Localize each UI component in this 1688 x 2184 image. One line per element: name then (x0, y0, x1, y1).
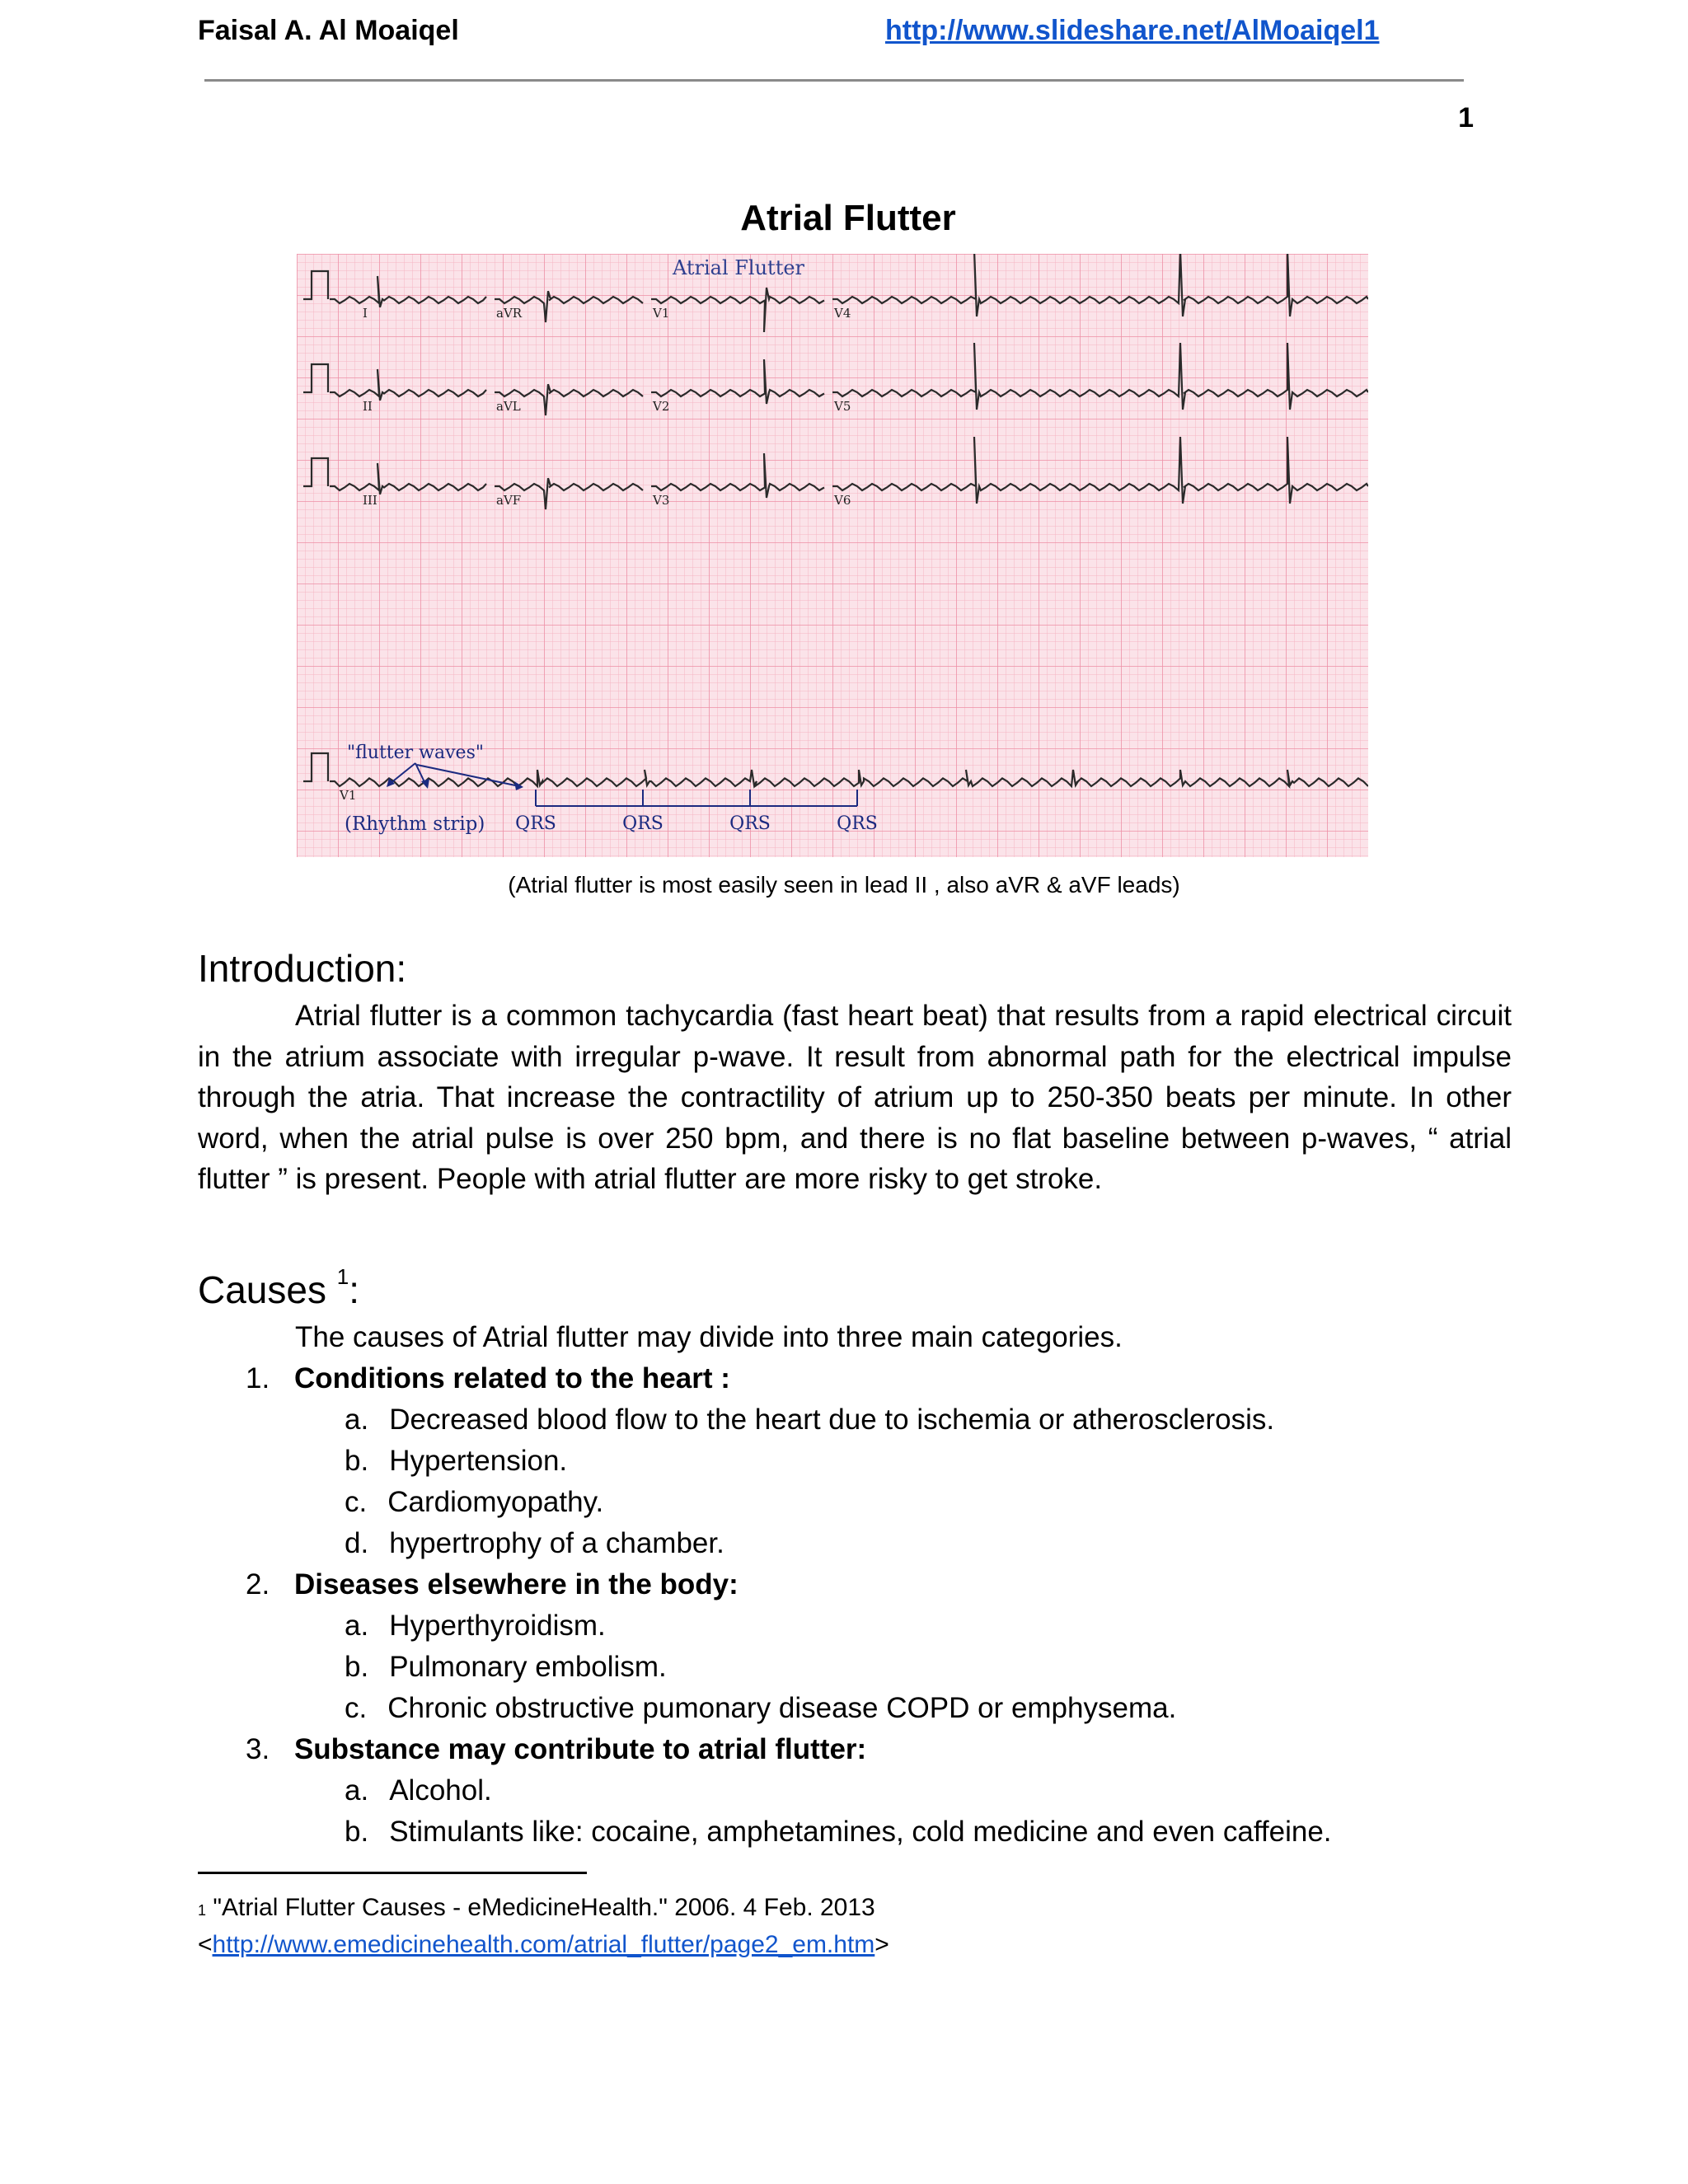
list-item (345, 1404, 1274, 1436)
figure-caption: (Atrial flutter is most easily seen in lead II , also aVR & aVF leads) (508, 872, 1180, 898)
list-item-text: Chronic obstructive pumonary disease COPD or emphysema. (387, 1692, 1177, 1724)
cause-group-title: Conditions related to the heart : (293, 1362, 730, 1394)
lead-label: aVL (496, 399, 521, 414)
introduction-paragraph: Atrial flutter is a common tachycardia (fast heart beat) that results from a rapid electrical circuit in the atrium associate with irregular p-wave. It result from abnormal path for the electrical impulse through the atria. That increase the contractility of atrium up to 250-350 beats per minute. In other word, when the atrial pulse is over 250 bpm, and there is no flat baseline between p-waves, “ atrial flutter ” is present. People with atrial flutter are more risky to get stroke. (198, 1000, 1512, 1195)
list-item-text: Hyperthyroidism. (389, 1610, 606, 1642)
page-title: Atrial Flutter (740, 198, 956, 238)
list-letter: b. (345, 1651, 369, 1683)
ecg-image-title: Atrial Flutter (672, 256, 805, 279)
footnote-number: 1 (198, 1902, 207, 1919)
lead-label: V5 (834, 399, 851, 414)
list-letter: a. (345, 1404, 369, 1436)
list-number: 1. (246, 1362, 270, 1394)
list-item (345, 1445, 567, 1478)
footnote-line-2 (198, 1926, 889, 1963)
causes-heading (198, 1264, 359, 1312)
lead-label: V4 (834, 306, 851, 321)
footnote-divider (198, 1872, 587, 1874)
causes-heading-colon: : (349, 1268, 359, 1311)
ecg-grid (297, 254, 1368, 857)
cause-group-1 (246, 1362, 730, 1395)
list-letter: b. (345, 1816, 369, 1848)
lead-label: V1 (653, 306, 670, 321)
lead-label: V2 (653, 399, 670, 414)
list-letter: a. (345, 1774, 369, 1807)
qrs-label: QRS (622, 813, 663, 834)
rhythm-strip-label: (Rhythm strip) (345, 813, 485, 835)
qrs-label: QRS (515, 813, 556, 834)
list-item-text: hypertrophy of a chamber. (389, 1527, 724, 1559)
cause-group-title: Substance may contribute to atrial flutter: (293, 1733, 867, 1765)
list-item (345, 1486, 603, 1519)
cause-group-title: Diseases elsewhere in the body: (293, 1568, 738, 1601)
list-item-text: Decreased blood flow to the heart due to ischemia or atherosclerosis. (389, 1404, 1275, 1436)
cause-group-2 (246, 1568, 738, 1601)
list-item (345, 1610, 606, 1643)
qrs-label: QRS (729, 813, 771, 834)
header-divider (204, 79, 1464, 82)
qrs-label: QRS (837, 813, 878, 834)
page-number: 1 (1458, 102, 1474, 134)
introduction-heading: Introduction: (198, 947, 407, 990)
list-number: 2. (246, 1568, 270, 1601)
list-item-text: Alcohol. (389, 1774, 492, 1807)
lead-label: II (363, 399, 373, 414)
header-author: Faisal A. Al Moaiqel (198, 15, 459, 46)
list-letter: c. (345, 1486, 368, 1518)
footnote-bracket-open: < (198, 1931, 213, 1958)
list-letter: a. (345, 1610, 369, 1642)
cause-group-3 (246, 1733, 866, 1766)
lead-label: V6 (834, 493, 851, 508)
ecg-figure (297, 254, 1368, 857)
list-number: 3. (246, 1733, 270, 1765)
list-item (345, 1527, 724, 1560)
list-letter: c. (345, 1692, 368, 1724)
list-item (345, 1692, 1176, 1725)
footnote-reference[interactable]: 1 (336, 1264, 349, 1289)
lead-label: I (363, 306, 368, 321)
list-item (345, 1651, 667, 1684)
lead-label: III (363, 493, 377, 508)
list-letter: d. (345, 1527, 369, 1559)
list-item-text: Stimulants like: cocaine, amphetamines, cold medicine and even caffeine. (389, 1816, 1332, 1848)
lead-label: aVF (496, 493, 522, 508)
footnote-line-1 (198, 1889, 889, 1926)
causes-heading-text: Causes (198, 1268, 337, 1311)
header-link[interactable]: http://www.slideshare.net/AlMoaiqel1 (885, 15, 1380, 46)
footnote (198, 1889, 889, 1963)
list-item-text: Hypertension. (389, 1445, 568, 1477)
flutter-waves-label: "flutter waves" (347, 743, 484, 763)
list-item-text: Cardiomyopathy. (387, 1486, 604, 1518)
list-item (345, 1816, 1332, 1849)
list-item (345, 1774, 492, 1807)
rhythm-lead-label: V1 (340, 788, 357, 803)
footnote-text: "Atrial Flutter Causes - eMedicineHealth." 2006. 4 Feb. 2013 (213, 1894, 875, 1921)
footnote-bracket-close: > (874, 1931, 889, 1958)
lead-label: V3 (653, 493, 670, 508)
list-item-text: Pulmonary embolism. (389, 1651, 667, 1683)
footnote-link[interactable]: http://www.emedicinehealth.com/atrial_flutter/page2_em.htm (212, 1931, 875, 1958)
causes-intro: The causes of Atrial flutter may divide into three main categories. (295, 1321, 1123, 1353)
list-letter: b. (345, 1445, 369, 1477)
lead-label: aVR (496, 306, 523, 321)
